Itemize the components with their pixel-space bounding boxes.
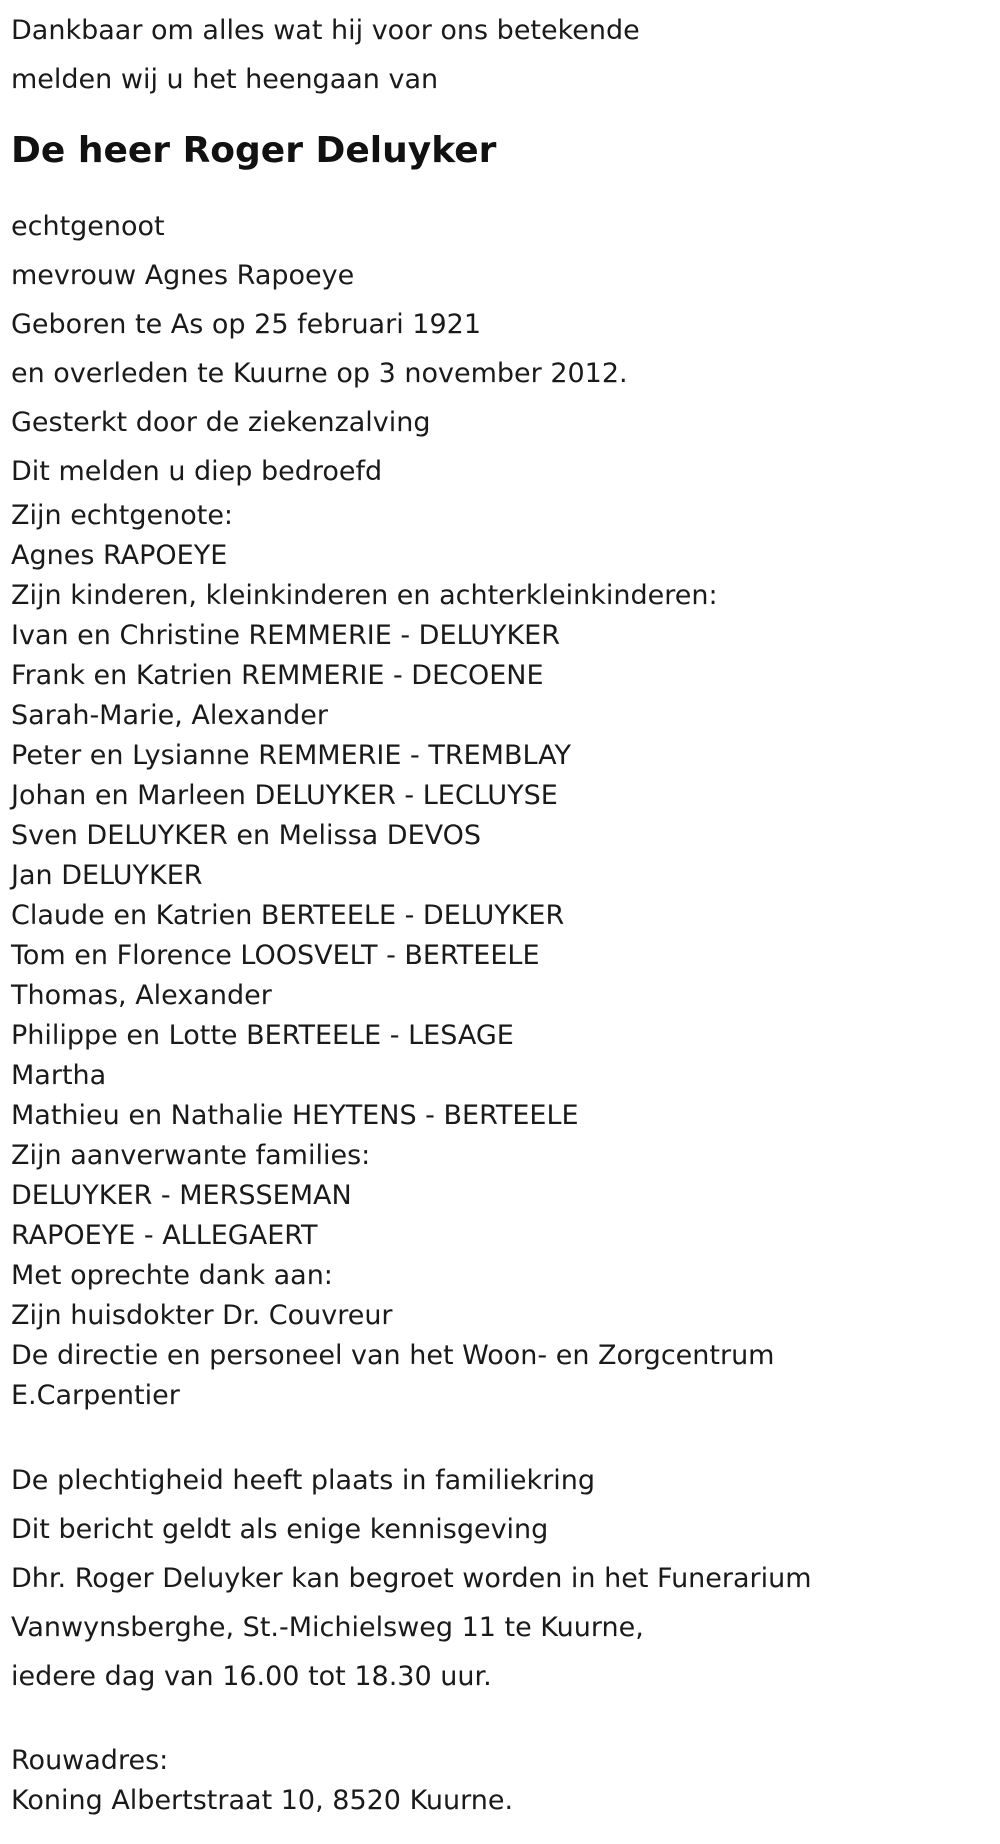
family-line: Jan DELUYKER [11, 860, 203, 891]
family-line: Peter en Lysianne REMMERIE - TREMBLAY [11, 740, 572, 771]
family-line: Martha [11, 1060, 107, 1091]
family-line: E.Carpentier [11, 1380, 180, 1411]
intro-section [11, 6, 1000, 104]
ceremony-line: Vanwynsberghe, St.-Michielsweg 11 te Kuurne, [11, 1612, 644, 1643]
family-line: Frank en Katrien REMMERIE - DECOENE [11, 660, 544, 691]
address-section [11, 1741, 1000, 1821]
family-line: Met oprechte dank aan: [11, 1260, 333, 1291]
ceremony-section [11, 1456, 1000, 1701]
family-line: Sarah-Marie, Alexander [11, 700, 328, 731]
ceremony-line: Dit bericht geldt als enige kennisgeving [11, 1514, 549, 1545]
ceremony-line: Dhr. Roger Deluyker kan begroet worden in het Funerarium [11, 1563, 812, 1594]
family-line: Dit melden u diep bedroefd [11, 456, 383, 487]
family-section [11, 447, 1000, 1416]
family-line: Zijn echtgenote: [11, 500, 234, 531]
family-line: RAPOEYE - ALLEGAERT [11, 1220, 318, 1251]
family-line: De directie en personeel van het Woon- en Zorgcentrum [11, 1340, 775, 1371]
family-line: Zijn kinderen, kleinkinderen en achterkleinkinderen: [11, 580, 718, 611]
deceased-name-title: De heer Roger Deluyker [11, 130, 497, 171]
detail-line: en overleden te Kuurne op 3 november 2012. [11, 358, 628, 389]
family-line: DELUYKER - MERSSEMAN [11, 1180, 352, 1211]
ceremony-line: iedere dag van 16.00 tot 18.30 uur. [11, 1661, 492, 1692]
detail-line: Gesterkt door de ziekenzalving [11, 407, 431, 438]
intro-line: Dankbaar om alles wat hij voor ons betekende [11, 15, 640, 46]
detail-line: echtgenoot [11, 211, 165, 242]
details-section [11, 202, 1000, 447]
spacer [11, 1701, 1000, 1741]
family-line: Philippe en Lotte BERTEELE - LESAGE [11, 1020, 514, 1051]
family-line: Agnes RAPOEYE [11, 540, 228, 571]
intro-line: melden wij u het heengaan van [11, 64, 439, 95]
family-line: Zijn aanverwante families: [11, 1140, 371, 1171]
ceremony-line: De plechtigheid heeft plaats in familiekring [11, 1465, 596, 1496]
family-line: Claude en Katrien BERTEELE - DELUYKER [11, 900, 565, 931]
address-label: Rouwadres: [11, 1745, 169, 1776]
family-line: Mathieu en Nathalie HEYTENS - BERTEELE [11, 1100, 579, 1131]
family-line: Ivan en Christine REMMERIE - DELUYKER [11, 620, 561, 651]
spacer [11, 1416, 1000, 1456]
detail-line: mevrouw Agnes Rapoeye [11, 260, 355, 291]
detail-line: Geboren te As op 25 februari 1921 [11, 309, 481, 340]
family-line: Sven DELUYKER en Melissa DEVOS [11, 820, 482, 851]
address-line: Koning Albertstraat 10, 8520 Kuurne. [11, 1785, 514, 1816]
family-line: Zijn huisdokter Dr. Couvreur [11, 1300, 393, 1331]
family-line: Thomas, Alexander [11, 980, 272, 1011]
family-line: Tom en Florence LOOSVELT - BERTEELE [11, 940, 540, 971]
family-line: Johan en Marleen DELUYKER - LECLUYSE [11, 780, 558, 811]
